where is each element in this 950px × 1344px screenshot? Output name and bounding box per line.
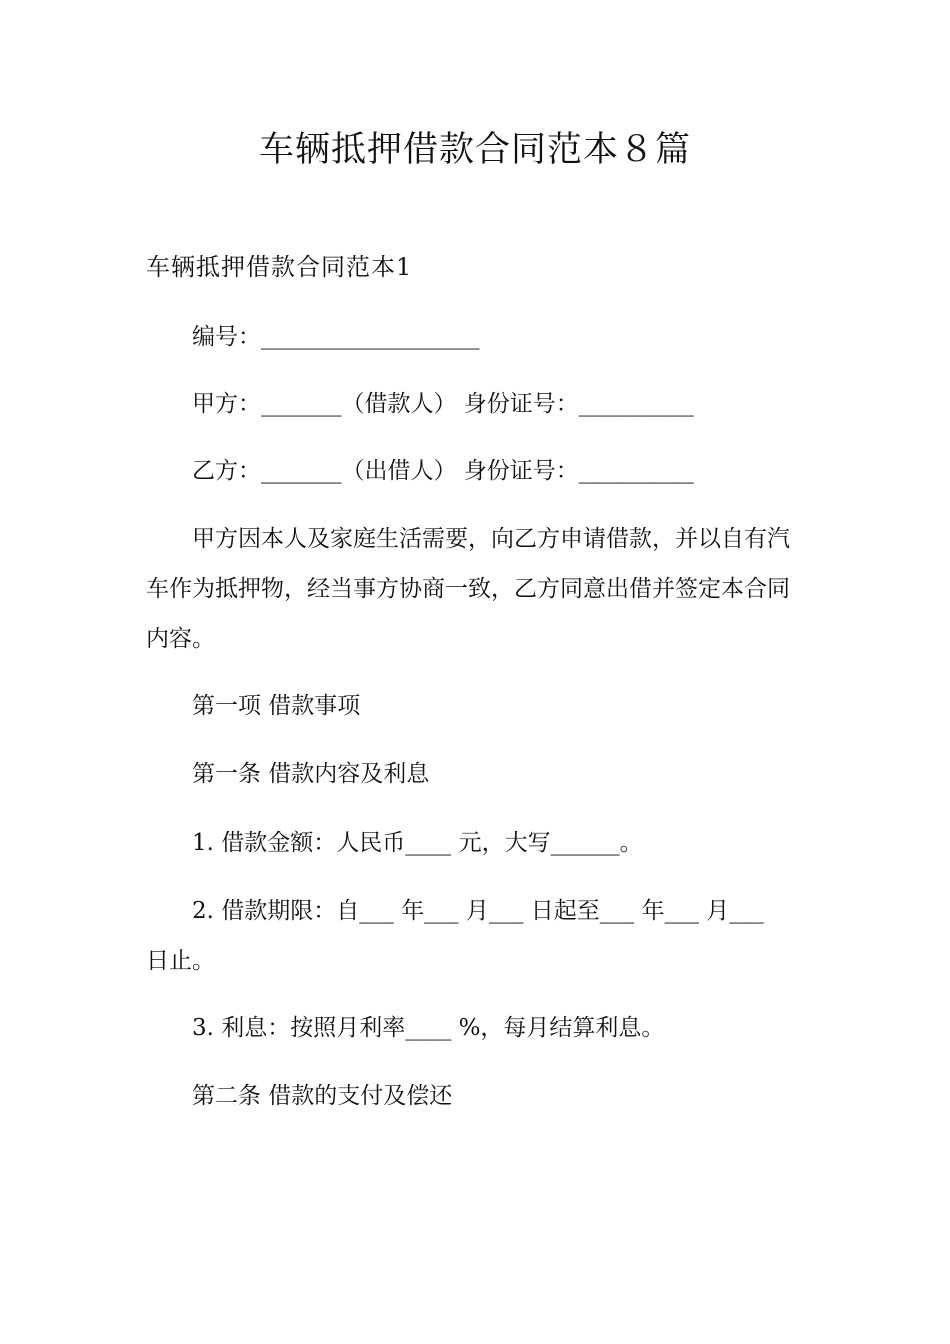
party-b-line: 乙方：_______（出借人） 身份证号：__________	[192, 458, 694, 484]
intro-paragraph-line-2: 车作为抵押物，经当事方协商一致，乙方同意出借并签定本合同	[146, 576, 790, 602]
intro-paragraph-line-3: 内容。	[146, 626, 215, 652]
section-subtitle: 车辆抵押借款合同范本1	[146, 253, 413, 281]
interest-item: 3. 利息：按照月利率____ %，每月结算利息。	[192, 1015, 665, 1041]
section-heading-1: 第一项 借款事项	[192, 693, 361, 719]
contract-number-line: 编号：___________________	[192, 324, 480, 350]
loan-term-item-line-2: 日止。	[146, 948, 215, 974]
intro-paragraph-line-1: 甲方因本人及家庭生活需要，向乙方申请借款，并以自有汽	[192, 526, 790, 552]
loan-amount-item: 1. 借款金额：人民币____ 元，大写______。	[192, 830, 643, 856]
article-heading-1: 第一条 借款内容及利息	[192, 761, 430, 787]
article-heading-2: 第二条 借款的支付及偿还	[192, 1083, 453, 1109]
party-a-line: 甲方：_______（借款人） 身份证号：__________	[192, 391, 694, 417]
loan-term-item-line-1: 2. 借款期限：自___ 年___ 月___ 日起至___ 年___ 月___	[192, 898, 764, 924]
document-title: 车辆抵押借款合同范本８篇	[258, 130, 691, 170]
